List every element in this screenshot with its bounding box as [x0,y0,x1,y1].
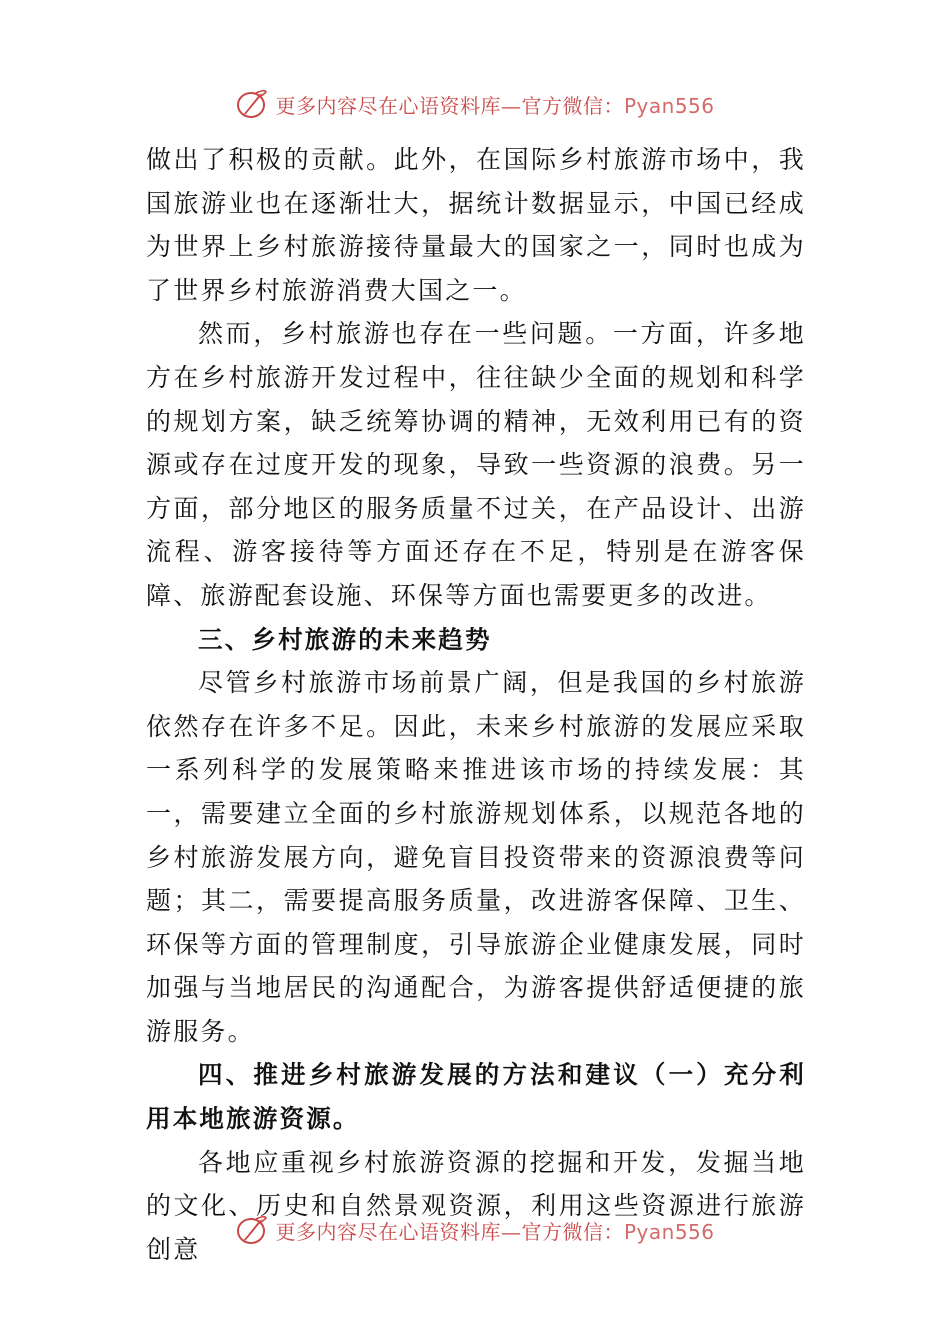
header-dash: — [500,93,522,118]
header-watermark-banner [0,84,950,124]
paragraph-future-trends: 尽管乡村旅游市场前景广阔，但是我国的乡村旅游依然存在许多不足。因此，未来乡村旅游的发展应采取一系列科学的发展策略来推进该市场的持续发展：其一，需要建立全面的乡村旅游规划体系，以规范各地的乡村旅游发展方向，避免盲目投资带来的资源浪费等问题；其二，需要提高服务质量，改进游客保障、卫生、环保等方面的管理制度，引导旅游企业健康发展，同时加强与当地居民的沟通配合，为游客提供舒适便捷的旅游服务。 [146,668,806,1046]
footer-watermark-text [275,1216,714,1245]
section-heading-3: 三、乡村旅游的未来趋势 [198,624,492,654]
footer-dash: — [500,1219,522,1244]
footer-watermark-banner [0,1210,950,1250]
footer-wechat-label: 官方微信： [521,1219,624,1244]
footer-wechat-id: Pyan556 [623,1219,715,1244]
paragraph-problems: 然而，乡村旅游也存在一些问题。一方面，许多地方在乡村旅游开发过程中，往往缺少全面的规划和科学的规划方案，缺乏统筹协调的精神，无效利用已有的资源或存在过度开发的现象，导致一些资源的浪费。另一方面，部分地区的服务质量不过关，在产品设计、出游流程、游客接待等方面还存在不足，特别是在游客保障、旅游配套设施、环保等方面也需要更多的改进。 [146,319,806,610]
document-body [146,138,806,1271]
paragraph-local-resources: 各地应重视乡村旅游资源的挖掘和开发，发掘当地的文化、历史和自然景观资源，利用这些资源进行旅游创意 [146,1147,806,1264]
footer-site-text: 更多内容尽在心语资料库 [275,1219,501,1244]
section-heading-4: 四、推进乡村旅游发展的方法和建议（一）充分利用本地旅游资源。 [146,1060,806,1134]
header-wechat-label: 官方微信： [521,93,624,118]
paragraph-continuation: 做出了积极的贡献。此外，在国际乡村旅游市场中，我国旅游业也在逐渐壮大，据统计数据显示，中国已经成为世界上乡村旅游接待量最大的国家之一，同时也成为了世界乡村旅游消费大国之一。 [146,145,806,305]
quill-pen-logo-icon [235,1213,269,1247]
header-watermark-text [275,90,714,119]
header-wechat-id: Pyan556 [623,93,715,118]
quill-pen-logo-icon [235,87,269,121]
header-site-text: 更多内容尽在心语资料库 [275,93,501,118]
